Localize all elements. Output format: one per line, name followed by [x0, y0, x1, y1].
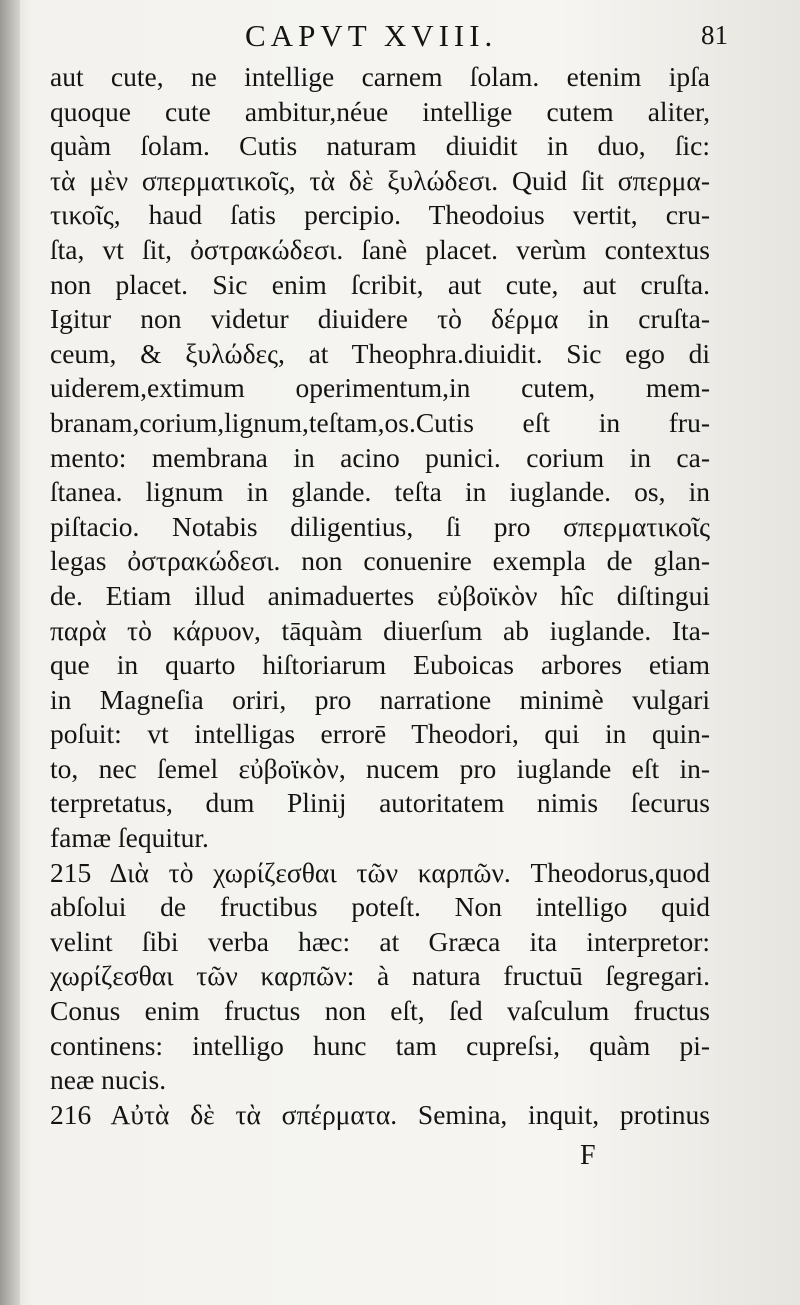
text-line: que in quarto hiſtoriarum Euboicas arbores etiam: [50, 649, 710, 681]
text-line: quàm ſolam. Cutis naturam diuidit in duo, ſic:: [50, 130, 710, 162]
page-number: 81: [701, 20, 728, 50]
text-line: de. Etiam illud animaduertes εὐβοϊκὸν hîc diſtingui: [50, 579, 710, 611]
text-line: mento: membrana in acino punici. corium in ca-: [50, 441, 710, 473]
text-line: continens: intelligo hunc tam cupreſsi, quàm pi-: [50, 1029, 710, 1061]
signature-mark: F: [580, 1140, 596, 1171]
text-line: Igitur non videtur diuidere τὸ δέρμα in cruſta-: [50, 303, 710, 335]
text-line: χωρίζεσθαι τῶν καρπῶν: à natura fructuū ſegregari.: [50, 960, 710, 992]
text-line: ſtanea. lignum in glande. teſta in iuglande. os, in: [50, 476, 710, 508]
text-line: terpretatus, dum Plinij autoritatem nimis ſecurus: [50, 787, 710, 819]
text-line: τὰ μὲν σπερματικοῖς, τὰ δὲ ξυλώδεσι. Quid ſit σπερμα-: [50, 164, 710, 196]
text-block: [50, 60, 710, 1132]
text-line: to, nec ſemel εὐβοϊκὸν, nucem pro iuglande eſt in-: [50, 752, 710, 784]
text-line: non placet. Sic enim ſcribit, aut cute, aut cruſta.: [50, 268, 710, 300]
text-line: neæ nucis.: [50, 1064, 167, 1096]
text-line: τικοῖς, haud ſatis percipio. Theodoius vertit, cru-: [50, 199, 710, 231]
text-line: branam,corium,lignum,teſtam,os.Cutis eſt in fru-: [50, 406, 710, 438]
text-line: aut cute, ne intellige carnem ſolam. etenim ipſa: [50, 61, 710, 92]
text-line: 215 Διὰ τὸ χωρίζεσθαι τῶν καρπῶν. Theodorus,quod: [50, 856, 710, 888]
text-line: in Magneſia oriri, pro narratione minimè vulgari: [50, 683, 710, 715]
page-gutter-shadow: [0, 0, 20, 1305]
text-line: παρὰ τὸ κάρυον, tāquàm diuerſum ab iuglande. Ita-: [50, 614, 710, 646]
page-header: [50, 14, 728, 64]
text-line: legas ὀστρακώδεσι. non conuenire exempla de glan-: [50, 545, 710, 577]
text-line: poſuit: vt intelligas errorē Theodori, qui in quin-: [50, 718, 710, 750]
text-line: famæ ſequitur.: [50, 822, 209, 854]
text-line: ceum, & ξυλώδες, at Theophra.diuidit. Sic ego di: [50, 337, 710, 369]
text-line: 216 Αὐτὰ δὲ τὰ σπέρματα. Semina, inquit, protinus: [50, 1098, 710, 1130]
text-line: uiderem,extimum operimentum,in cutem, mem-: [50, 372, 710, 404]
text-line: velint ſibi verba hæc: at Græca ita interpretor:: [50, 925, 710, 957]
text-line: quoque cute ambitur,néue intellige cutem aliter,: [50, 95, 710, 127]
text-line: piſtacio. Notabis diligentius, ſi pro σπερματικοῖς: [50, 510, 710, 542]
text-line: abſolui de fructibus poteſt. Non intelligo quid: [50, 891, 710, 923]
text-line: ſta, vt ſit, ὀστρακώδεσι. ſanè placet. verùm contextus: [50, 233, 710, 265]
text-line: Conus enim fructus non eſt, ſed vaſculum fructus: [50, 995, 710, 1027]
running-title: CAPVT XVIII.: [245, 18, 498, 53]
